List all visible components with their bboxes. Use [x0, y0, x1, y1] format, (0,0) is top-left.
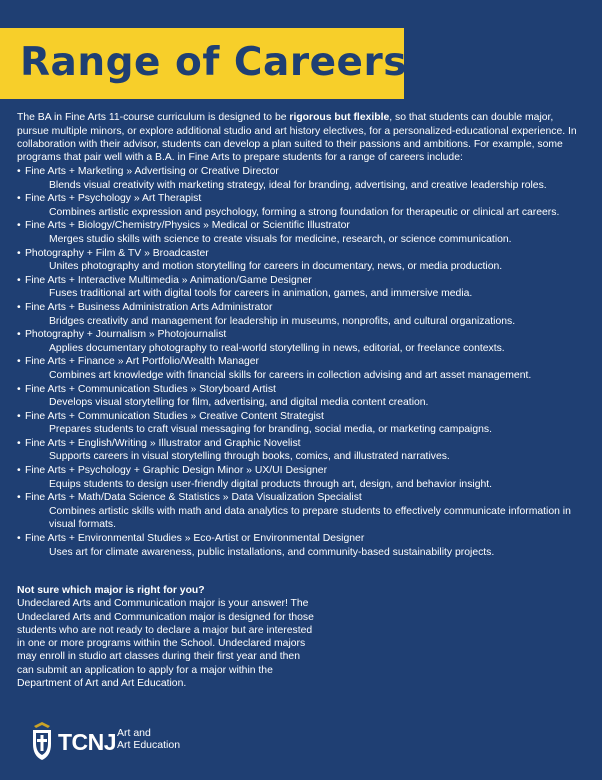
bullet-icon: •	[17, 465, 21, 477]
bullet-icon: •	[17, 437, 21, 449]
career-path-text: Fine Arts + Math/Data Science & Statistics » Data Visualization Specialist	[25, 492, 362, 504]
logo-dept-line-2: Art Education	[117, 739, 181, 751]
career-path-text: Fine Arts + Finance » Art Portfolio/Wealth Manager	[25, 356, 260, 368]
career-item	[17, 301, 592, 328]
bullet-icon: •	[17, 193, 21, 205]
bullet-icon: •	[17, 356, 21, 368]
career-path	[17, 219, 592, 233]
career-path-text: Fine Arts + Biology/Chemistry/Physics » Medical or Scientific Illustrator	[25, 220, 350, 232]
career-item	[17, 491, 592, 532]
career-list	[17, 165, 592, 559]
bullet-icon: •	[17, 274, 21, 286]
career-description: Applies documentary photography to real-world storytelling in news, editorial, or freelance contexts.	[49, 342, 505, 354]
bullet-icon: •	[17, 166, 21, 177]
career-description: Fuses traditional art with digital tools for careers in animation, games, and immersive media.	[49, 288, 473, 300]
career-description: Uses art for climate awareness, public installations, and community-based sustainability projects.	[49, 546, 495, 558]
career-item	[17, 532, 592, 559]
career-path-text: Photography + Film & TV » Broadcaster	[25, 247, 209, 259]
career-description: Bridges creativity and management for leadership in museums, nonprofits, and cultural organizations.	[49, 315, 516, 327]
intro-paragraph	[17, 111, 587, 164]
bullet-icon: •	[17, 533, 21, 545]
career-item	[17, 219, 592, 246]
bullet-icon: •	[17, 247, 21, 259]
career-description: Prepares students to craft visual messaging for branding, social media, or marketing campaigns.	[49, 424, 492, 436]
career-item	[17, 383, 592, 410]
career-description: Unites photography and motion storytelling for careers in documentary, news, or media production.	[49, 261, 503, 273]
crest-icon	[31, 722, 53, 762]
career-path	[17, 532, 592, 546]
career-item	[17, 192, 592, 219]
career-path-text: Fine Arts + Interactive Multimedia » Animation/Game Designer	[25, 274, 312, 286]
career-path-text: Fine Arts + Communication Studies » Creative Content Strategist	[25, 410, 324, 422]
bullet-icon: •	[17, 301, 21, 313]
career-path	[17, 410, 592, 424]
career-path	[17, 328, 592, 342]
career-path	[17, 437, 592, 451]
career-description: Supports careers in visual storytelling through books, comics, and illustrated narratives.	[49, 451, 450, 463]
career-item	[17, 355, 592, 382]
career-path	[17, 301, 592, 315]
intro-text-end: , so that students can double major, pursue multiple minors, or explore additional studio and art history electives, for a personalized-educational experience. In collaboration with their advisor, students can develop a plan suited to their passions and ambitions. For example, some programs that pair well with a B.A. in Fine Arts to prepare students for a range of careers include:	[17, 112, 577, 163]
career-path-text: Fine Arts + Psychology » Art Therapist	[25, 193, 202, 205]
career-path	[17, 464, 592, 478]
faq-answer: Undeclared Arts and Communication major is your answer! The Undeclared Arts and Communication major is designed for those students who are not ready to declare a major but are interested in one or more programs within the School. Undeclared majors may enroll in studio art classes during their first year and then can submit an application to apply for a major within the Department of Art and Art Education.	[17, 598, 314, 690]
career-item	[17, 464, 592, 491]
career-path-text: Fine Arts + English/Writing » Illustrator and Graphic Novelist	[25, 437, 301, 449]
career-path-text: Fine Arts + Environmental Studies » Eco-Artist or Environmental Designer	[25, 533, 365, 545]
career-description: Develops visual storytelling for film, advertising, and digital media content creation.	[49, 397, 429, 409]
bullet-icon: •	[17, 383, 21, 395]
logo-wordmark: TCNJ	[58, 729, 117, 755]
career-path-text: Photography + Journalism » Photojournalist	[25, 329, 227, 341]
career-description: Blends visual creativity with marketing strategy, ideal for branding, advertising, and creative leadership roles.	[49, 179, 547, 191]
tcnj-logo	[31, 722, 201, 762]
career-path	[17, 355, 592, 369]
career-item	[17, 274, 592, 301]
bullet-icon: •	[17, 410, 21, 422]
career-item	[17, 165, 592, 192]
career-description: Merges studio skills with science to create visuals for medicine, research, or science communication.	[49, 233, 512, 245]
career-item	[17, 328, 592, 355]
page-title: Range of Careers	[20, 40, 407, 85]
career-path	[17, 247, 592, 261]
career-item	[17, 410, 592, 437]
logo-department	[117, 727, 180, 751]
career-description: Combines artistic expression and psychology, forming a strong foundation for therapeutic or clinical art careers.	[49, 206, 560, 218]
career-path	[17, 274, 592, 288]
career-path	[17, 491, 592, 505]
undeclared-section	[17, 584, 317, 690]
career-path-text: Fine Arts + Marketing » Advertising or Creative Director	[25, 166, 279, 177]
bullet-icon: •	[17, 492, 21, 504]
intro-emphasis: rigorous but flexible	[289, 112, 390, 124]
career-path	[17, 383, 592, 397]
career-path	[17, 192, 592, 206]
career-item	[17, 247, 592, 274]
logo-dept-line-1: Art and	[117, 727, 151, 739]
career-path	[17, 165, 592, 179]
bullet-icon: •	[17, 220, 21, 232]
faq-question: Not sure which major is right for you?	[17, 585, 205, 596]
title-banner	[0, 28, 407, 99]
bullet-icon: •	[17, 329, 21, 341]
career-description: Equips students to design user-friendly digital products through art, design, and behavior insight.	[49, 478, 493, 490]
career-path-text: Fine Arts + Psychology + Graphic Design Minor » UX/UI Designer	[25, 465, 328, 477]
career-description: Combines artistic skills with math and data analytics to prepare students to effectively communicate information in visual formats.	[49, 505, 571, 531]
career-item	[17, 437, 592, 464]
career-path-text: Fine Arts + Business Administration Arts Administrator	[25, 301, 273, 313]
career-description: Combines art knowledge with financial skills for careers in collection advising and art asset management.	[49, 369, 532, 381]
career-path-text: Fine Arts + Communication Studies » Storyboard Artist	[25, 383, 276, 395]
intro-text-start: The BA in Fine Arts 11-course curriculum is designed to be	[17, 112, 290, 124]
